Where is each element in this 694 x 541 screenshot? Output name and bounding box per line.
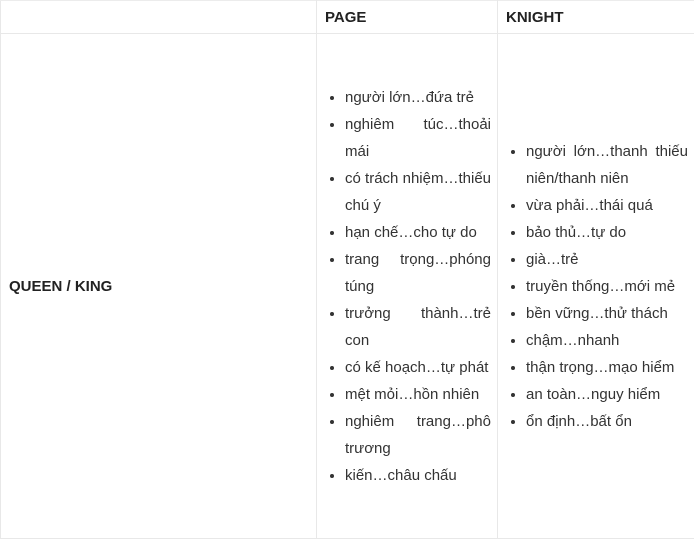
list-item: • nghiêm túc…thoải mái	[345, 111, 491, 165]
list-item: • nghiêm trang…phô trương	[345, 408, 491, 462]
list-item: • bền vững…thử thách	[526, 300, 688, 327]
list-item: • truyền thống…mới mẻ	[526, 273, 688, 300]
corner-header	[1, 1, 317, 34]
list-item: • ổn định…bất ổn	[526, 408, 688, 435]
list-item: • có kế hoạch…tự phát	[345, 354, 491, 381]
knight-cell	[498, 34, 694, 539]
list-item: • kiến…châu chấu	[345, 462, 491, 489]
list-item: • trưởng thành…trẻ con	[345, 300, 491, 354]
list-item: • trang trọng…phóng túng	[345, 246, 491, 300]
list-item: • già…trẻ	[526, 246, 688, 273]
list-item: • hạn chế…cho tự do	[345, 219, 491, 246]
page-column-header: PAGE	[317, 1, 498, 34]
header-row	[1, 1, 694, 34]
list-item: • người lớn…thanh thiếu niên/thanh niên	[526, 138, 688, 192]
page-list	[327, 84, 491, 489]
list-item: • chậm…nhanh	[526, 327, 688, 354]
list-item: • người lớn…đứa trẻ	[345, 84, 491, 111]
list-item: • bảo thủ…tự do	[526, 219, 688, 246]
list-item: • thận trọng…mạo hiểm	[526, 354, 688, 381]
row-header-queen-king: QUEEN / KING	[1, 34, 317, 539]
list-item: • vừa phải…thái quá	[526, 192, 688, 219]
knight-list	[508, 138, 688, 435]
page-cell	[317, 34, 498, 539]
list-item: • mệt mỏi…hồn nhiên	[345, 381, 491, 408]
table-row	[1, 34, 694, 539]
list-item: • an toàn…nguy hiểm	[526, 381, 688, 408]
list-item: • có trách nhiệm…thiếu chú ý	[345, 165, 491, 219]
knight-column-header: KNIGHT	[498, 1, 694, 34]
